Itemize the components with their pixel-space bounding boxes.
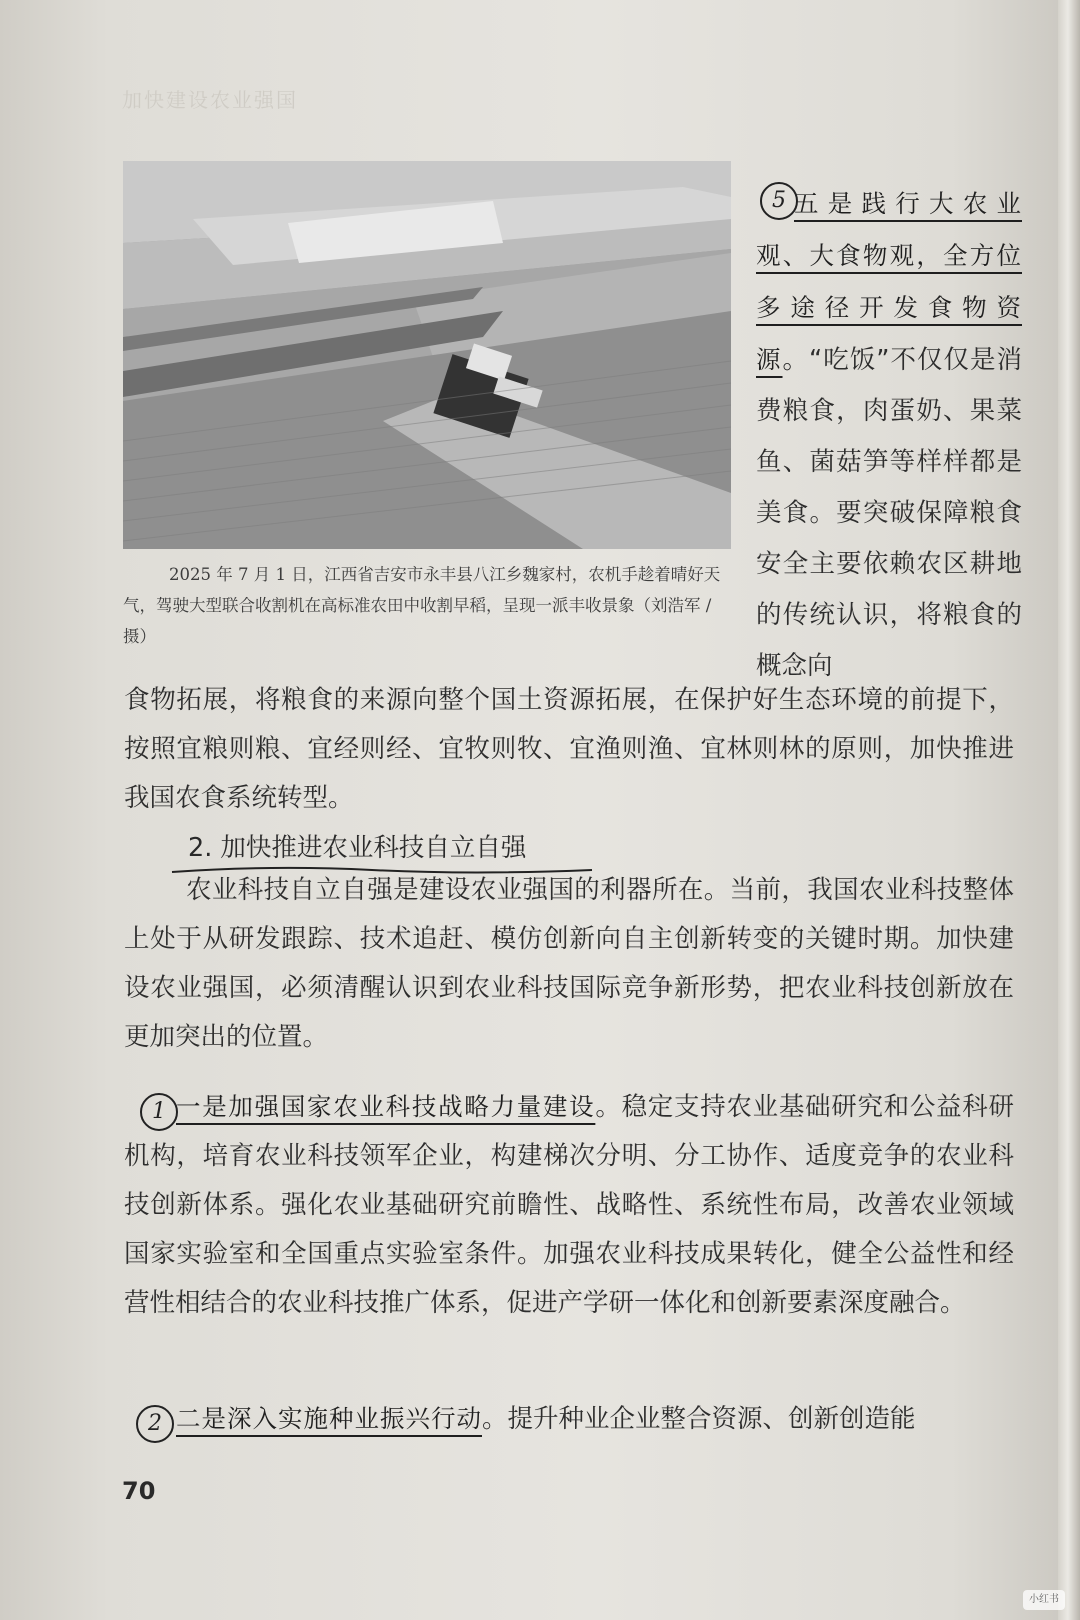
point-2-paragraph: [124, 1394, 1014, 1444]
page-edge-shadow: [1058, 0, 1080, 1620]
side-column-text: [756, 178, 1022, 692]
running-head: 加快建设农业强国: [122, 88, 298, 112]
rice-field-illustration: [123, 161, 731, 549]
point-1-paragraph: [124, 1082, 1014, 1328]
continuation-paragraph: 食物拓展，将粮食的来源向整个国土资源拓展，在保护好生态环境的前提下，按照宜粮则粮、宜经则经、宜牧则牧、宜渔则渔、宜林则林的原则，加快推进我国农食系统转型。: [124, 685, 1014, 813]
side-body: “吃饭”不仅仅是消费粮食，肉蛋奶、果菜鱼、菌菇笋等样样都是美食。要突破保障粮食安全主要依赖农区耕地的传统认识，将粮食的概念向: [756, 345, 1023, 681]
handwritten-number-1: 1: [140, 1093, 178, 1131]
page-number: 70: [122, 1477, 156, 1505]
handwritten-number-2: 2: [136, 1405, 174, 1443]
watermark-badge: 小红书: [1023, 1590, 1065, 1610]
section-intro-paragraph: 农业科技自立自强是建设农业强国的利器所在。当前，我国农业科技整体上处于从研发跟踪、技术追赶、模仿创新向自主创新转变的关键时期。加快建设农业强国，必须清醒认识到农业科技国际竞争新形势，把农业科技创新放在更加突出的位置。: [124, 875, 1014, 1052]
side-lead-tail: 。: [782, 345, 810, 375]
photo-caption: 2025 年 7 月 1 日，江西省吉安市永丰县八江乡魏家村，农机手趁着晴好天气，驾驶大型联合收割机在高标准农田中收割早稻，呈现一派丰收景象（刘浩军 / 摄）: [123, 565, 721, 646]
point-2-body: 。提升种业企业整合资源、创新创造能: [482, 1404, 916, 1434]
point-2-lead: 二是深入实施种业振兴行动: [176, 1404, 482, 1433]
harvest-photo: [123, 161, 731, 549]
point-1-body: 。稳定支持农业基础研究和公益科研机构，培育农业科技领军企业，构建梯次分明、分工协作、适度竞争的农业科技创新体系。强化农业基础研究前瞻性、战略性、系统性布局，改善农业领域国家实验室和全国重点实验室条件。加强农业科技成果转化，健全公益性和经营性相结合的农业科技推广体系，促进产学研一体化和创新要素深度融合。: [124, 1092, 1014, 1318]
side-lead-highlight: 五是践行大农业观、大食物观，全方位多途径开发食物资源: [756, 189, 1022, 374]
point-1-lead: 一是加强国家农业科技战略力量建设: [176, 1092, 596, 1121]
section-heading: 2. 加快推进农业科技自立自强: [188, 833, 527, 863]
handwritten-number-5: 5: [760, 182, 798, 220]
